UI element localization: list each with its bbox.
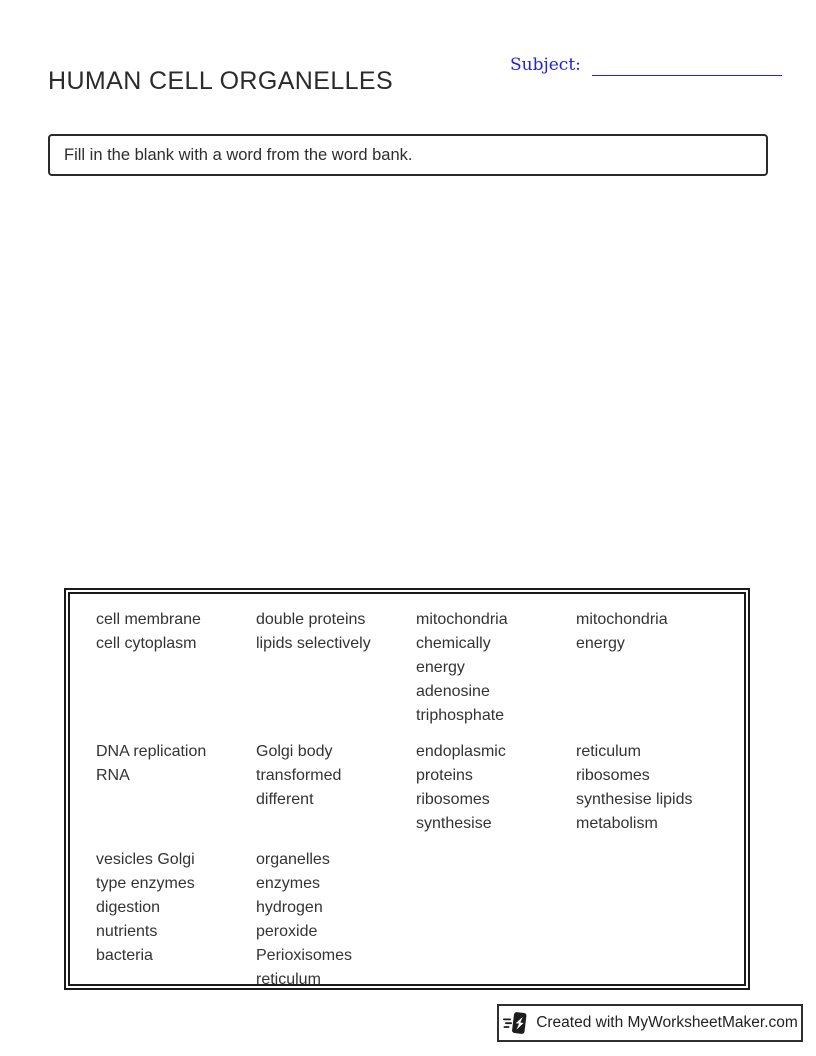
word-bank-cell — [96, 848, 256, 992]
credit-text: Created with MyWorksheetMaker.com — [536, 1014, 798, 1031]
word-bank-word: nutrients — [96, 923, 158, 940]
word-bank-word: endoplasmic — [416, 743, 506, 760]
word-bank-cell — [96, 740, 256, 836]
word-bank-word: hydrogen — [256, 899, 323, 916]
word-bank-word: DNA replication — [96, 743, 207, 760]
word-bank-cell — [96, 608, 256, 728]
word-bank-word: chemically — [416, 635, 491, 652]
flying-worksheet-icon — [502, 1009, 528, 1037]
subject-label: Subject: — [510, 55, 581, 75]
word-bank — [64, 588, 750, 990]
word-bank-word: vesicles Golgi — [96, 851, 195, 868]
word-bank-word: different — [256, 791, 314, 808]
word-bank-word: Golgi body — [256, 743, 333, 760]
word-bank-word: ribosomes — [416, 791, 490, 808]
word-bank-cell — [416, 740, 576, 836]
subject-field — [510, 52, 782, 76]
word-bank-cell — [256, 740, 416, 836]
word-bank-word: bacteria — [96, 947, 153, 964]
page-title: HUMAN CELL ORGANELLES — [48, 66, 394, 95]
word-bank-word: ribosomes — [576, 767, 650, 784]
word-bank-word: energy — [416, 659, 465, 676]
word-bank-word: double proteins — [256, 611, 366, 628]
word-bank-word: energy — [576, 635, 625, 652]
word-bank-word: lipids selectively — [256, 635, 371, 652]
word-bank-word: synthesise — [416, 815, 492, 832]
word-bank-inner-frame — [68, 592, 746, 986]
word-bank-word: organelles — [256, 851, 330, 868]
word-bank-cell — [416, 848, 576, 992]
instructions-text: Fill in the blank with a word from the word bank. — [64, 145, 413, 164]
word-bank-cell — [576, 608, 736, 728]
word-bank-cell — [256, 608, 416, 728]
word-bank-word: peroxide — [256, 923, 318, 940]
credit-badge[interactable] — [497, 1004, 803, 1042]
word-bank-word: metabolism — [576, 815, 658, 832]
word-bank-cell — [576, 740, 736, 836]
word-bank-word: proteins — [416, 767, 473, 784]
word-bank-cell — [256, 848, 416, 992]
word-bank-word: cell cytoplasm — [96, 635, 197, 652]
word-bank-word: mitochondria — [416, 611, 508, 628]
word-bank-grid — [96, 608, 744, 992]
word-bank-cell — [576, 848, 736, 992]
word-bank-word: RNA — [96, 767, 130, 784]
instructions-box — [48, 134, 768, 176]
word-bank-word: mitochondria — [576, 611, 668, 628]
word-bank-word: synthesise lipids — [576, 791, 693, 808]
word-bank-word: type enzymes — [96, 875, 195, 892]
word-bank-word: reticulum — [256, 971, 321, 988]
word-bank-word: cell membrane — [96, 611, 201, 628]
word-bank-word: transformed — [256, 767, 342, 784]
word-bank-word: digestion — [96, 899, 161, 916]
word-bank-cell — [416, 608, 576, 728]
subject-blank-line — [592, 57, 782, 76]
word-bank-word: reticulum — [576, 743, 641, 760]
word-bank-word: enzymes — [256, 875, 321, 892]
word-bank-word: adenosine — [416, 683, 490, 700]
word-bank-word: Perioxisomes — [256, 947, 353, 964]
word-bank-word: triphosphate — [416, 707, 505, 724]
